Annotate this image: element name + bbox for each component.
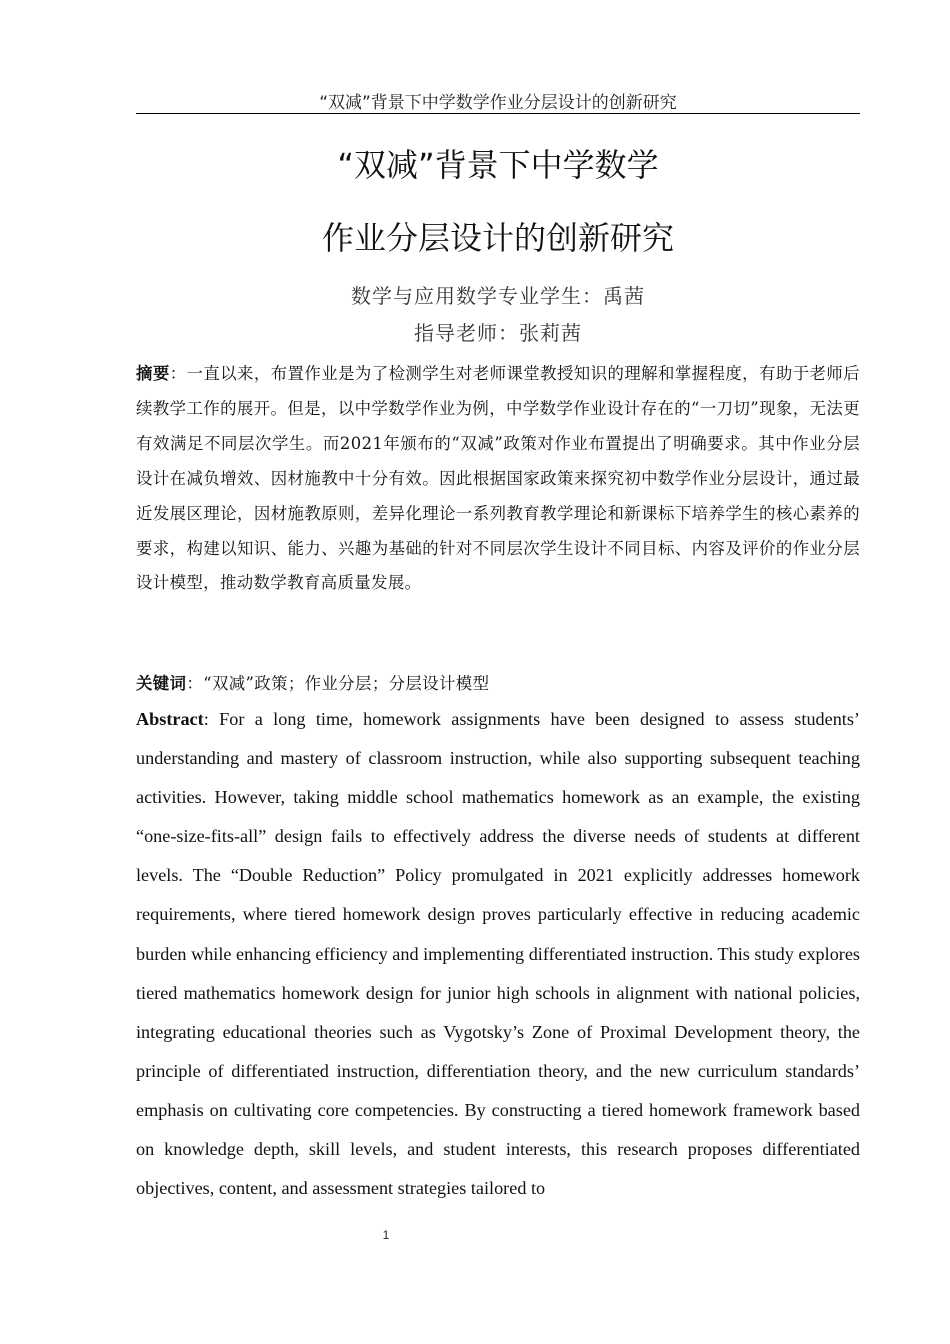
chinese-abstract-label: 摘要 — [136, 364, 170, 383]
keywords-label: 关键词 — [136, 674, 187, 693]
running-header: “双减”背景下中学数学作业分层设计的创新研究 — [319, 93, 677, 113]
advisor-line: 指导老师：张莉茜 — [414, 321, 582, 345]
english-abstract-separator: : — [203, 709, 220, 729]
keywords — [136, 667, 860, 702]
page-number: 1 — [382, 1228, 390, 1242]
english-abstract-text: For a long time, homework assignments have been designed to assess students’ understanding and mastery of classroom instruction, while also supporting subsequent teaching activities. However, taking middle school mathematics homework as an example, the existing “one-size-fits-all” design fails to effectively address the diverse needs of students at different levels. The “Double Reduction” Policy promulgated in 2021 explicitly addresses homework requirements, where tiered homework design proves particularly effective in reducing academic burden while enhancing efficiency and implementing differentiated instruction. This study explores tiered mathematics homework design for junior high schools in alignment with national policies, integrating educational theories such as Vygotsky’s Zone of Proximal Development theory, the principle of differentiated instruction, differentiation theory, and the new curriculum standards’ emphasis on cultivating core competencies. By constructing a tiered homework framework based on knowledge depth, skill levels, and student interests, this research proposes differentiated objectives, content, and assessment strategies tailored to — [136, 709, 860, 1199]
keywords-separator: ： — [186, 674, 204, 693]
english-abstract-label: Abstract — [136, 709, 204, 729]
chinese-abstract-separator: ： — [169, 364, 187, 383]
chinese-abstract-text: 一直以来，布置作业是为了检测学生对老师课堂教授知识的理解和掌握程度，有助于老师后续教学工作的展开。但是，以中学数学作业为例，中学数学作业设计存在的“一刀切”现象，无法更有效满足不同层次学生。而2021年颁布的“双减”政策对作业布置提出了明确要求。其中作业分层设计在减负增效、因材施教中十分有效。因此根据国家政策来探究初中数学作业分层设计，通过最近发展区理论，因材施教原则，差异化理论一系列教育教学理论和新课标下培养学生的核心素养的要求，构建以知识、能力、兴趣为基础的针对不同层次学生设计不同目标、内容及评价的作业分层设计模型，推动数学教育高质量发展。 — [136, 364, 860, 593]
keywords-text: “双减”政策；作业分层；分层设计模型 — [203, 674, 490, 693]
author-line: 数学与应用数学专业学生：禹茜 — [351, 284, 645, 308]
chinese-abstract — [136, 357, 860, 601]
english-abstract — [136, 700, 860, 1208]
paper-title-line-2: 作业分层设计的创新研究 — [321, 219, 674, 257]
header-rule — [136, 113, 860, 114]
paper-title-line-1: “双减”背景下中学数学 — [337, 146, 659, 184]
